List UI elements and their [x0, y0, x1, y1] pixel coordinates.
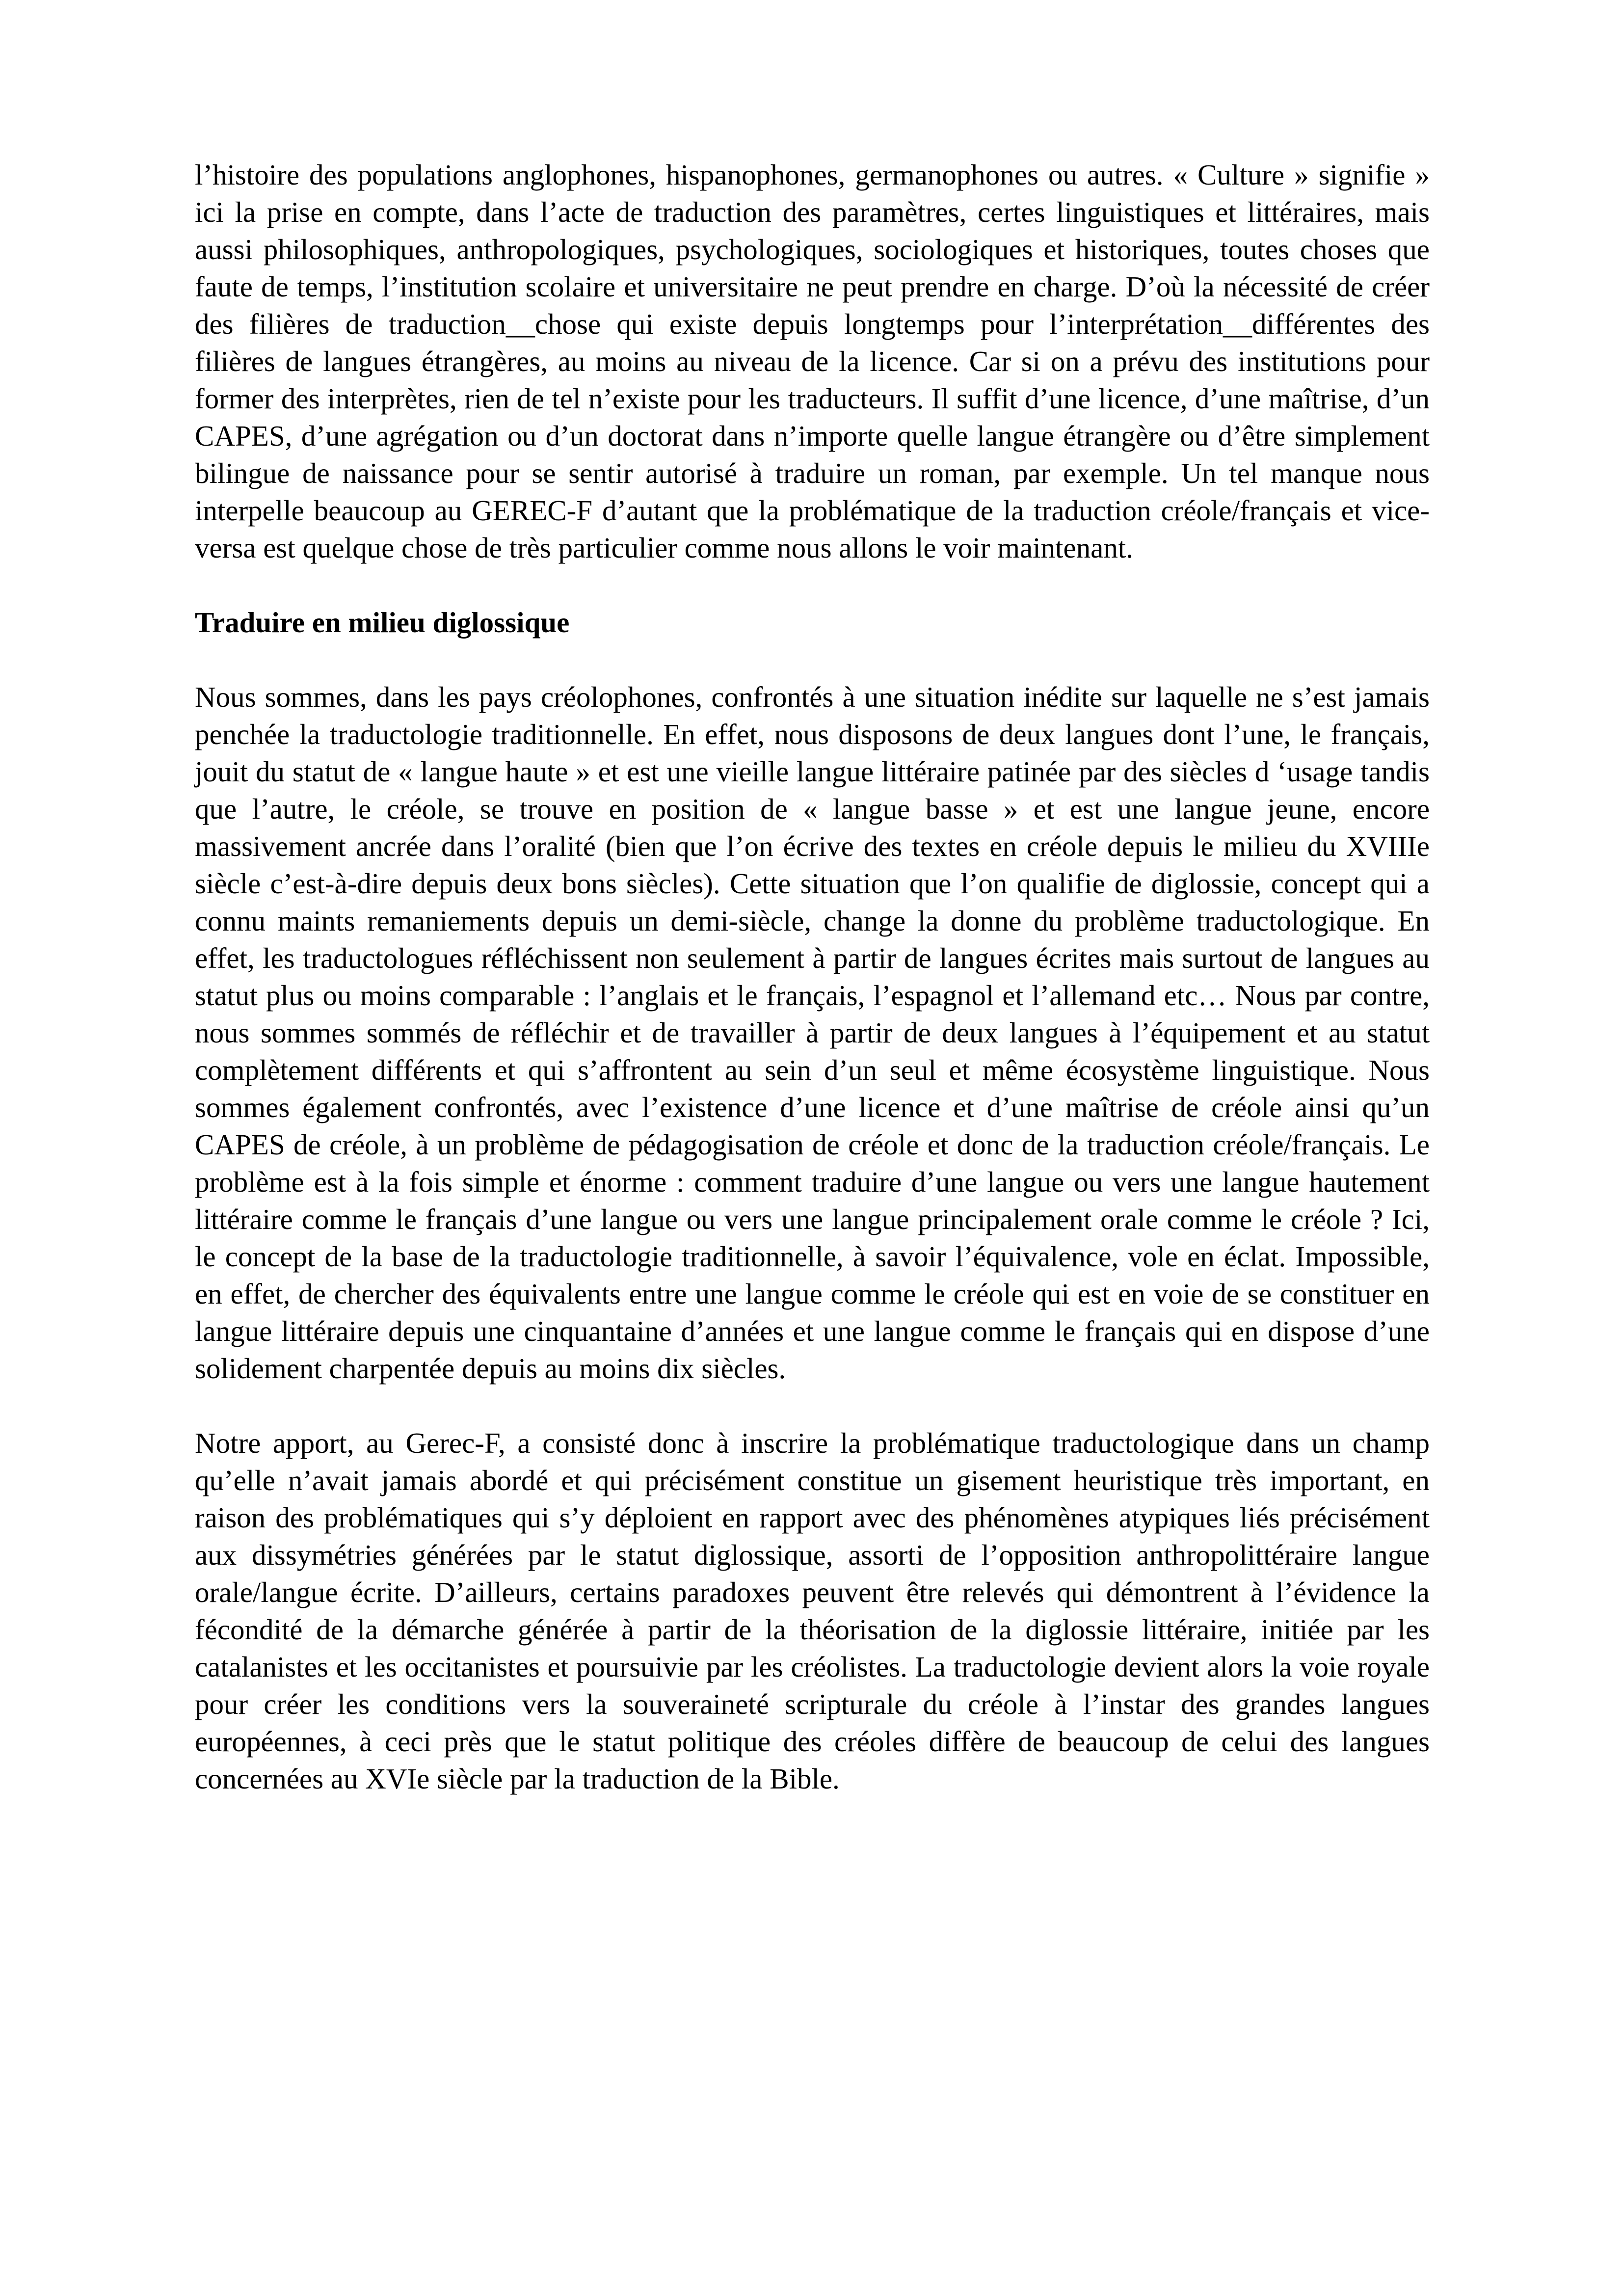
section-heading: Traduire en milieu diglossique	[195, 606, 570, 639]
paragraph-spacer	[195, 566, 1430, 604]
paragraph-contribution: Notre apport, au Gerec-F, a consisté donc à inscrire la problématique traductologique dans un champ qu’elle n’avait jamais abordé et qui précisément constitue un gisement heuristique très important, en raison des problématiques qui s’y déploient en rapport avec des phénomènes atypiques liés précisément aux dissymétries générées par le statut diglossique, assorti de l’opposition anthropolittéraire langue orale/langue écrite. D’ailleurs, certains paradoxes peuvent être relevés qui démontrent à l’évidence la fécondité de la démarche générée à partir de la théorisation de la diglossie littéraire, initiée par les catalanistes et les occitanistes et poursuivie par les créolistes. La traductologie devient alors la voie royale pour créer les conditions vers la souveraineté scripturale du créole à l’instar des grandes langues européennes, à ceci près que le statut politique des créoles diffère de beaucoup de celui des langues concernées au XVIe siècle par la traduction de la Bible.	[195, 1427, 1430, 1795]
paragraph-spacer	[195, 1387, 1430, 1424]
document-body	[195, 156, 1430, 1797]
paragraph-spacer	[195, 641, 1430, 678]
paragraph-intro: l’histoire des populations anglophones, hispanophones, germanophones ou autres. « Culture » signifie » ici la prise en compte, dans l’acte de traduction des paramètres, certes linguistiques et littéraires, mais aussi philosophiques, anthropologiques, psychologiques, sociologiques et historiques, toutes choses que faute de temps, l’institution scolaire et universitaire ne peut prendre en charge. D’où la nécessité de créer des filières de traduction__chose qui existe depuis longtemps pour l’interprétation__différentes des filières de langues étrangères, au moins au niveau de la licence. Car si on a prévu des institutions pour former des interprètes, rien de tel n’existe pour les traducteurs. Il suffit d’une licence, d’une maîtrise, d’un CAPES, d’une agrégation ou d’un doctorat dans n’importe quelle langue étrangère ou d’être simplement bilingue de naissance pour se sentir autorisé à traduire un roman, par exemple. Un tel manque nous interpelle beaucoup au GEREC-F d’autant que la problématique de la traduction créole/français et vice-versa est quelque chose de très particulier comme nous allons le voir maintenant.	[195, 159, 1430, 564]
paragraph-diglossia: Nous sommes, dans les pays créolophones, confrontés à une situation inédite sur laquelle ne s’est jamais penchée la traductologie traditionnelle. En effet, nous disposons de deux langues dont l’une, le français, jouit du statut de « langue haute » et est une vieille langue littéraire patinée par des siècles d ‘usage tandis que l’autre, le créole, se trouve en position de « langue basse » et est une langue jeune, encore massivement ancrée dans l’oralité (bien que l’on écrive des textes en créole depuis le milieu du XVIIIe siècle c’est-à-dire depuis deux bons siècles). Cette situation que l’on qualifie de diglossie, concept qui a connu maints remaniements depuis un demi-siècle, change la donne du problème traductologique. En effet, les traductologues réfléchissent non seulement à partir de langues écrites mais surtout de langues au statut plus ou moins comparable : l’anglais et le français, l’espagnol et l’allemand etc… Nous par contre, nous sommes sommés de réfléchir et de travailler à partir de deux langues à l’équipement et au statut complètement différents et qui s’affrontent au sein d’un seul et même écosystème linguistique. Nous sommes également confrontés, avec l’existence d’une licence et d’une maîtrise de créole ainsi qu’un CAPES de créole, à un problème de pédagogisation de créole et donc de la traduction créole/français. Le problème est à la fois simple et énorme : comment traduire d’une langue ou vers une langue hautement littéraire comme le français d’une langue ou vers une langue principalement orale comme le créole ? Ici, le concept de la base de la traductologie traditionnelle, à savoir l’équivalence, vole en éclat. Impossible, en effet, de chercher des équivalents entre une langue comme le créole qui est en voie de se constituer en langue littéraire depuis une cinquantaine d’années et une langue comme le français qui en dispose d’une solidement charpentée depuis au moins dix siècles.	[195, 681, 1430, 1385]
